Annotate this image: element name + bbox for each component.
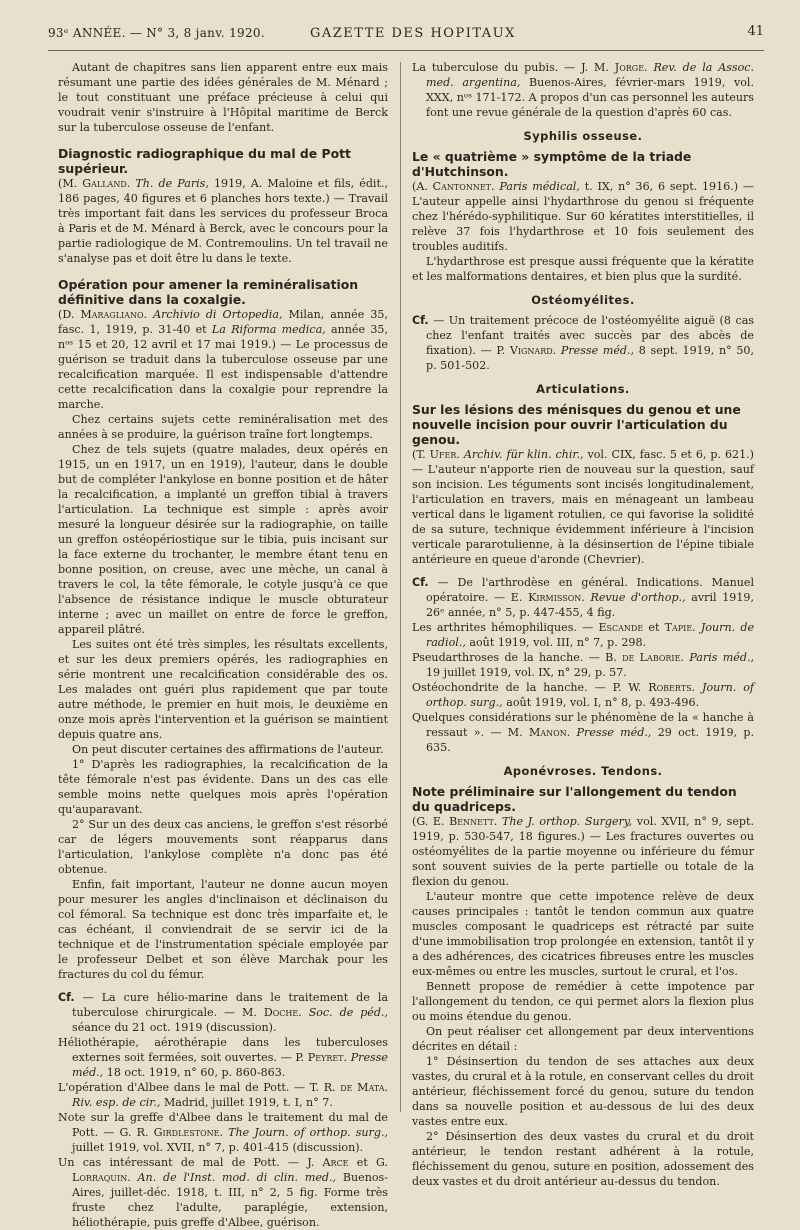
journal: An. de l'Inst. mod. di clin. med., [137, 1171, 337, 1184]
author: A. Cantonnet. [416, 180, 495, 193]
article-body-coxalgie: (D. Maragliano. Archivio di Ortopedia, Milan, année 35, fasc. 1, 1919, p. 31-40 et La Riforma medica, année 35, nᵒˢ 15 et 20, 12 avril et 17 mai 1919.) — Le processus de guérison se traduit dans la tuberculose osseuse par une recalcification marquée. Il est indispensable d'attendre cette recalcification dans la coxalgie pour reprendre la marche. [58, 308, 388, 411]
cf-entry [412, 650, 754, 680]
cf-entry [58, 1110, 388, 1155]
entry-text: et [648, 621, 660, 634]
paragraph: Chez de tels sujets (quatre malades, deux opérés en 1915, un en 1917, un en 1919), l'auteur, dans le double but de compléter l'ankylose en bonne position et de hâter la recalcification, a implanté un greffon tibial à travers l'articulation. La technique est simple : après avoir mesuré la longueur désirée sur la radiographie, on taille un greffon ostéopériostique sur le tibia, puis incisant sur la face externe du trochanter, le membre étant tenu en bonne position, on creuse, avec une mèche, un canal à travers le col, la tête fémorale, le cotyle jusqu'à ce que l'absence de résistance indique le muscle obturateur interne ; avec un maillet on entre de force le greffon, appareil plâtré. [58, 443, 388, 636]
author: T. Ufer. [416, 448, 460, 461]
page-number: 41 [747, 24, 764, 39]
cf-label: Cf. [412, 314, 429, 327]
reference: vol. CIX, fasc. 5 et 6, p. 621.) — L'auteur n'apporte rien de nouveau sur la question, sauf son incision. Les téguments sont incisés longitudinalement, l'articulation en travers, mais en ménageant un lambeau vertical dans le ligament rotulien, ce qui favorise la solidité de sa suture, technique évidemment inférieure à l'incision verticale pararotulienne, à la désinsertion de l'épine tibiale antérieure en queue d'aronde (Chevrier). [412, 448, 754, 566]
paragraph: On peut réaliser cet allongement par deux interventions décrites en détail : [412, 1025, 754, 1053]
journal: Paris médical, [499, 180, 580, 193]
paragraph: Bennett propose de remédier à cette impotence par l'allongement du tendon, ce qui permet alors la flexion plus ou moins étendue du genou. [412, 980, 754, 1023]
journal: Archivio di Ortopedia, [153, 308, 283, 321]
entry-text: Pseudarthroses de la hanche. — B. [412, 651, 617, 664]
cf-entry [58, 990, 388, 1035]
journal: The Journ. of orthop. surg., [228, 1126, 388, 1139]
section-heading-osteomyelites: Ostéomyélites. [531, 293, 635, 307]
author: Girdlestone. [153, 1126, 223, 1139]
entry-text: La tuberculose du pubis. — J. M. [412, 61, 609, 74]
cf-entry [412, 575, 754, 620]
cf-entry [412, 680, 754, 710]
journal: Archiv. für klin. chir., [463, 448, 584, 461]
cf-entry [412, 620, 754, 650]
author: M. Galland. [62, 177, 131, 190]
reference: t. IX, n° 36, 6 sept. 1916.) — L'auteur appelle ainsi l'hydarthrose du genou si fréquente chez l'hérédo-syphilitique. Sur 60 kératites interstitielles, il relève 37 fois l'hydarthrose et 10 fois seulement des troubles auditifs. [412, 180, 754, 253]
article-title-menisques: Sur les lésions des ménisques du genou et une nouvelle incision pour ouvrir l'articulation du genou. [412, 402, 741, 447]
issue-info: 93ᵉ ANNÉE. — N° 3, 8 janv. 1920. [48, 26, 265, 40]
reference: 19 juillet 1919, vol. IX, n° 29, p. 57. [426, 666, 627, 679]
journal: The J. orthop. Surgery, [501, 815, 633, 828]
paragraph: Chez certains sujets cette reminéralisation met des années à se produire, la guérison traîne fort longtemps. [58, 413, 388, 441]
entry-text: — La cure hélio-marine dans le traitement de la tuberculose chirurgicale. — M. [72, 991, 388, 1019]
entry-text: Ostéochondrite de la hanche. — P. W. [412, 681, 642, 694]
journal: Paris méd., [689, 651, 755, 664]
reference: 18 oct. 1919, n° 60, p. 860-863. [106, 1066, 286, 1079]
reference: séance du 21 oct. 1919 (discussion). [72, 1021, 277, 1034]
section-heading-syphilis: Syphilis osseuse. [523, 129, 643, 143]
journal-title: GAZETTE DES HOPITAUX [310, 26, 516, 41]
author: Manon. [529, 726, 571, 739]
author: Roberts. [648, 681, 696, 694]
entry-text: — Un traitement précoce de l'ostéomyélite aiguë (8 cas chez l'enfant traités avec succès par des abcès de fixation). — P. [426, 314, 755, 357]
paragraph: 2° Désinsertion des deux vastes du crural et du droit antérieur, le tendon restant adhérent à la rotule, fléchissement du genou, suture en position, adossement des deux vastes et du droit antérieur au-dessus du tendon. [412, 1130, 754, 1188]
journal: Journ. of orthop. surg., [426, 681, 754, 709]
journal: Presse méd., [560, 344, 635, 357]
entry-text: Héliothérapie, aérothérapie dans les tuberculoses externes soit fermées, soit ouvertes. — P. [58, 1036, 388, 1064]
author: Vignard. [509, 344, 557, 357]
author: Kirmisson. [528, 591, 585, 604]
article-body-menisques: (T. Ufer. Archiv. für klin. chir., vol. CIX, fasc. 5 et 6, p. 621.) — L'auteur n'apporte rien de nouveau sur la question, sauf son incision. Les téguments sont incisés longitudinalement, l'articulation en travers, mais en ménageant un lambeau vertical dans le ligament rotulien, ce qui favorise la solidité de sa suture, technique évidemment inférieure à l'incision verticale pararotulienne, à la désinsertion de l'épine tibiale antérieure en queue d'aronde (Chevrier). [412, 448, 754, 566]
article-body-hutchinson: (A. Cantonnet. Paris médical, t. IX, n° 36, 6 sept. 1916.) — L'auteur appelle ainsi l'hydarthrose du genou si fréquente chez l'hérédo-syphilitique. Sur 60 kératites interstitielles, il relève 37 fois l'hydarthrose et 10 fois seulement des troubles auditifs. [412, 180, 754, 253]
cf-entry [412, 60, 754, 120]
journal: Soc. de péd., [308, 1006, 389, 1019]
reference: 8 sept. 1919, n° 50, p. 501-502. [426, 344, 754, 372]
reference: vol. XVII, n° 9, sept. 1919, p. 530-547, 18 figures.) — Les fractures ouvertes ou ostéomyélites de la partie moyenne ou inférieure du fémur sont souvent suivies de la perte partielle ou totale de la flexion du genou. [412, 815, 755, 888]
right-column [412, 60, 754, 1189]
article-body-quadriceps: (G. E. Bennett. The J. orthop. Surgery, vol. XVII, n° 9, sept. 1919, p. 530-547, 18 figures.) — Les fractures ouvertes ou ostéomyélites de la partie moyenne ou inférieure du fémur sont souvent suivies de la perte partielle ou totale de la flexion du genou. [412, 815, 755, 888]
journal: Rev. de la Assoc. med. argentina, [426, 61, 755, 89]
entry-text: — De l'arthrodèse en général. Indications. Manuel opératoire. — E. [426, 576, 754, 604]
section-heading-tendons: Aponévroses. Tendons. [503, 764, 663, 778]
author: G. E. Bennett. [416, 815, 498, 828]
reference: 1919, A. Maloine et fils, édit., 186 pages, 40 figures et 6 planches hors texte.) — Travail très important fait dans les services du professeur Broca à Paris et de M. Ménard à Berck, avec le concours pour la partie radiologique de M. Contremoulins. Un tel travail ne s'analyse pas et doit être lu dans le texte. [58, 177, 388, 265]
article-title-quadriceps: Note préliminaire sur l'allongement du tendon du quadriceps. [412, 784, 737, 814]
journal: La Riforma medica, [211, 323, 326, 336]
page-header [48, 20, 764, 51]
reference: avril 1919, 26ᵉ année, n° 5, p. 447-455, 4 fig. [426, 591, 755, 619]
author: Jorge. [614, 61, 648, 74]
entry-text: et G. [356, 1156, 388, 1169]
intro-paragraph: Autant de chapitres sans lien apparent entre eux mais résumant une partie des idées générales de M. Ménard ; le tout constituant une préface précieuse à celui qui voudrait venir s'instruire à l'Hôpital maritime de Berck sur la tuberculose osseuse de l'enfant. [58, 61, 388, 134]
article-title-pott: Diagnostic radiographique du mal de Pott supérieur. [58, 146, 351, 176]
paragraph: L'auteur montre que cette impotence relève de deux causes principales : tantôt le tendon commun aux quatre muscles composant le quadriceps est rétracté par suite d'une immobilisation trop prolongée en extension, tantôt il y a des adhérences, des cicatrices fibreuses entre les muscles eux-mêmes ou entre les muscles, surtout le crural, et l'os. [412, 890, 754, 978]
author: Peyret. [307, 1051, 348, 1064]
reference: Buenos-Aires, juillet-déc. 1918, t. III, n° 2, 5 fig. Forme très fruste chez l'adulte, paraplégie, extension, héliothérapie, puis greffe d'Albee, guérison. [72, 1171, 388, 1229]
reference: année 35, nᵒˢ 15 et 20, 12 avril et 17 mai 1919.) — Le processus de guérison se traduit dans la tuberculose osseuse par une recalcification marquée. Il est indispensable d'attendre cette recalcification dans la coxalgie pour reprendre la marche. [58, 323, 388, 411]
cf-entry [58, 1080, 388, 1110]
article-title-hutchinson: Le « quatrième » symptôme de la triade d'Hutchinson. [412, 149, 692, 179]
author: Tapie. [664, 621, 696, 634]
reference: août 1919, vol. I, n° 8, p. 493-496. [506, 696, 700, 709]
cf-entry [58, 1035, 388, 1080]
cf-label: Cf. [412, 576, 429, 589]
paragraph: On peut discuter certaines des affirmations de l'auteur. [72, 743, 384, 756]
journal: Th. de Paris, [135, 177, 209, 190]
journal: Revue d'orthop., [590, 591, 686, 604]
author: Arce [322, 1156, 349, 1169]
reference: août 1919, vol. III, n° 7, p. 298. [469, 636, 647, 649]
reference: juillet 1919, vol. XVII, n° 7, p. 401-415 (discussion). [72, 1141, 364, 1154]
reference: Buenos-Aires, février-mars 1919, vol. XXX, nᵒˢ 171-172. A propos d'un cas personnel les auteurs font une revue générale de la question d'après 60 cas. [426, 76, 755, 119]
cf-entry [58, 1155, 388, 1230]
paragraph: Enfin, fait important, l'auteur ne donne aucun moyen pour mesurer les angles d'inclinaison et déclinaison du col fémoral. Sa technique est donc très imparfaite et, le cas échéant, il conviendrait de se servir ici de la technique et de l'instrumentation spéciale employée par le professeur Delbet et son élève Marchak pour les fractures du col du fémur. [58, 878, 388, 981]
paragraph: L'hydarthrose est presque aussi fréquente que la kératite et les malformations dentaires, et bien plus que la surdité. [412, 255, 754, 283]
reference: Madrid, juillet 1919, t. I, n° 7. [163, 1096, 333, 1109]
cf-entry [412, 313, 754, 373]
cf-list-tuberculose [58, 990, 388, 1230]
paragraph: 2° Sur un des deux cas anciens, le greffon s'est résorbé car de légers mouvements sont réapparus dans l'articulation, l'ankylose complète n'a donc pas été obtenue. [58, 818, 388, 876]
cf-entry [412, 710, 754, 755]
cf-list-articulations [412, 575, 754, 755]
entry-text: Quelques considérations sur le phénomène de la « hanche à ressaut ». — M. [412, 711, 754, 739]
journal: Riv. esp. de cir., [72, 1096, 161, 1109]
cf-label: Cf. [58, 991, 75, 1004]
author: Lorraquin. [72, 1171, 131, 1184]
column-divider [400, 62, 401, 1112]
journal: Presse méd., [72, 1051, 388, 1079]
paragraph: 1° Désinsertion du tendon de ses attaches aux deux vastes, du crural et à la rotule, en conservant celles du droit antérieur, fléchissement forcé du genou, suture du tendon dans sa nouvelle position et au-dessous de lui des deux vastes entre eux. [412, 1055, 754, 1128]
author: D. Maragliano. [62, 308, 148, 321]
section-heading-articulations: Articulations. [536, 382, 630, 396]
entry-text: Un cas intéressant de mal de Pott. — J. [58, 1156, 315, 1169]
entry-text: Les arthrites hémophiliques. — [412, 621, 594, 634]
left-column [58, 60, 388, 1230]
journal: Journ. de radiol., [426, 621, 755, 649]
paragraph: Les suites ont été très simples, les résultats excellents, et sur les deux premiers opérés, les radiographies en série montrent une recalcification considérable des os. Les malades ont guéri plus rapidement que par toute autre méthode, le premier en huit mois, le deuxième en onze mois après l'intervention et la guérison se maintient depuis quatre ans. [58, 638, 388, 741]
author: de Laborie. [622, 651, 684, 664]
entry-text: Note sur la greffe d'Albee dans le traitement du mal de Pott. — G. R. [58, 1111, 388, 1139]
article-title-coxalgie: Opération pour amener la reminéralisation définitive dans la coxalgie. [58, 277, 359, 307]
article-body-pott: (M. Galland. Th. de Paris, 1919, A. Maloine et fils, édit., 186 pages, 40 figures et 6 planches hors texte.) — Travail très important fait dans les services du professeur Broca à Paris et de M. Ménard à Berck, avec le concours pour la partie radiologique de M. Contremoulins. Un tel travail ne s'analyse pas et doit être lu dans le texte. [58, 177, 388, 265]
paragraph: 1° D'après les radiographies, la recalcification de la tête fémorale n'est pas évidente. Dans un des cas elle semble moins nette quelques mois après l'opération qu'auparavant. [58, 758, 388, 816]
entry-text: L'opération d'Albee dans le mal de Pott. — T. R. [58, 1081, 336, 1094]
reference: 29 oct. 1919, p. 635. [426, 726, 755, 754]
journal: Presse méd., [576, 726, 652, 739]
author: de Mata. [340, 1081, 389, 1094]
author: Doche. [263, 1006, 302, 1019]
reference: Milan, année 35, fasc. 1, 1919, p. 31-40 et [58, 308, 388, 336]
author: Escande [598, 621, 644, 634]
